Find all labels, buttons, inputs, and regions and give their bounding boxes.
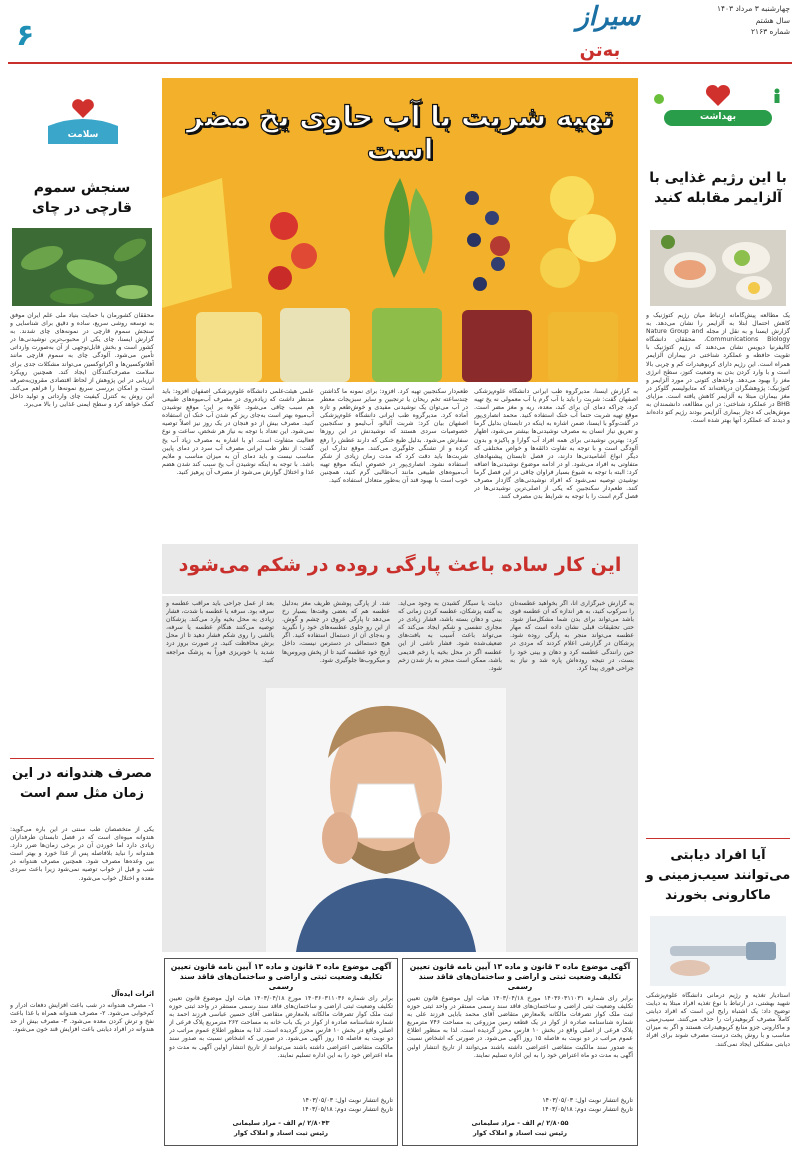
right-article-text: یک مطالعه پیش‌گامانه ارتباط میان رژیم کتوژنیک و کاهش احتمال ابتلا به آلزایمر را نشان می‌دهد. به گزارش ایسنا و به نقل از مجله Nature Group and Communications Biology، محققان دانشگاه کالیفرنیا دیویس نشان می‌دهند که رژیم کتوژنیک با تقویت حافظه و عملکرد شناختی در بیماران آلزایمر همراه است. این رژیم دارای کربوهیدرات کم و چربی بالا است و با وارد کردن بدن به وضعیت کتوز، سطح انرژی مغز را بهبود می‌دهد. واحدهای کتونی در مورد آلزایمر و کتوژنیک: پژوهشگران دریافته‌اند که متابولیسم گلوکز در مغز بیماران مبتلا به آلزایمر کاهش یافته است. مزایای BHB در عملکرد شناختی: در این مطالعه، دانشمندان به موش‌هایی که دچار بیماری آلزایمر بودند رژیم کتو داده‌اند و دیدند که عملکرد آنها بهتر شده است. — [646, 312, 790, 425]
person-icon — [770, 88, 784, 108]
left-article-photo — [12, 228, 152, 306]
second-text-d: بعد از عمل جراحی باید مراقب عطسه و سرفه بود. سرفه یا عطسه با شدت، فشار زیادی به محل بخیه وارد می‌کند. پزشکان توصیه می‌کنند هنگام عطسه یا سرفه، بالشی را روی شکم فشار دهید تا از محل برش محافظت کنید. در صورت بروز درد شدید یا خونریزی فوراً به پزشک مراجعه کنید. — [166, 600, 274, 664]
right-article-photo — [650, 230, 786, 306]
left-article-title: سنجش سموم قارچی در چای — [32, 180, 132, 216]
main-article-col2: طعم‌دار سکنجبین تهیه کرد. افزود: برای نمونه ما گذاشتن چندساعته تخم ریحان یا ترنجبین و سایر سبزیجات معطر در آب می‌توان یک نوشیدنی مفیدی و خوش‌طعم و تازه آماده کرد. مدیرگروه طب ایرانی دانشگاه علوم‌پزشکی اصفهان بیان کرد: شربت آلبالو، آب‌لیمو و سکنجبین خصوصیات سردی هستند که نوشیدنش در این روزها سفارش می‌شود. بدلیل طبع خنکی که دارند عطش را رفع کرده و از تشنگی جلوگیری می‌کنند. موقع تدارک این شربت‌ها باید دقت کرد که مدت زمان زیادی از شکر استفاده نشود. انصاری‌پور در خصوص اینکه موقع تهیه آب‌میوه‌های طبیعی مانند آب‌طالبی گرم‌ کنید، همچنین خوب است با بهبود قند آن به‌طور متعادل استفاده کنید. — [320, 388, 468, 485]
salamat-label: سلامت — [67, 130, 99, 140]
logo — [560, 2, 640, 36]
page-number: ۶ — [16, 18, 35, 53]
second-article — [162, 596, 638, 952]
left-article2-title: مصرف هندوانه در این زمان مثل سم است — [12, 766, 152, 801]
second-text-b: دیابت یا سیگار کشیدن به وجود می‌آید. به گفته پزشکان، عطسه کردن زمانی که بینی و دهان بسته باشد، فشار زیادی در مجاری تنفسی و شکم ایجاد می‌کند که می‌تواند باعث آسیب به بافت‌های ضعیف‌شده شود. فشار ناشی از این عطسه اگر در محل بخیه یا زخم قدیمی باشد، ممکن است منجر به باز شدن زخم شود. — [398, 600, 502, 672]
year-line: سال هشتم — [755, 16, 790, 25]
left-list-title: اثرات ایده‌آل — [111, 990, 154, 998]
left-list-text: ۱- مصرف هندوانه در شب باعث افزایش دفعات ادرار و کم‌خوابی می‌شود. ۲- مصرف هندوانه همراه با غذا باعث نفخ و ترش کردن معده می‌شود. ۳- مصرف بیش از حد هندوانه در افراد دیابتی باعث افزایش قند خون می‌شود. — [10, 1002, 154, 1034]
badge-label: بهداشت — [700, 112, 736, 122]
ad-left-text: برابر رأی شماره ۱۴۰۳۶۰۳۱۱۰۳۶ مورخ ۱۴۰۳/۰۴/۱۸ هیأت اول موضوع قانون تعیین تکلیف وضعیت ثبتی اراضی و ساختمان‌های فاقد سند رسمی مستقر در واحد ثبتی حوزه ثبت ملک کوار تصرفات مالکانه بلامعارض متقاضی آقای حسین عباسی فرزند احمد به شماره شناسنامه صادره از کوار در یک باب خانه به مساحت ۲۶۲ مترمربع پلاک فرعی از اصلی واقع در بخش ۱۰ فارس محرز گردیده است. لذا به منظور اطلاع عموم مراتب در دو نوبت به فاصله ۱۵ روز آگهی می‌شود. در صورتی که اشخاص نسبت به صدور سند مالکیت متقاضی اعتراضی داشته باشند می‌توانند از تاریخ انتشار اولین آگهی به مدت دو ماه اعتراض خود را به این اداره تسلیم نمایند. — [169, 995, 393, 1059]
left-column — [8, 78, 156, 1142]
ad-left-date1: تاریخ انتشار نوبت اول: ۱۴۰۳/۰۵/۰۳ — [302, 1097, 393, 1104]
ad-right-date2: تاریخ انتشار نوبت دوم: ۱۴۰۳/۰۵/۱۸ — [541, 1106, 633, 1113]
ad-left-sign: رئیس ثبت اسناد و املاک کوار — [233, 1129, 329, 1137]
main-article-col1: به گزارش ایسنا، مدیرگروه طب ایرانی دانشگاه علوم‌پزشکی اصفهان گفت: شربت را باید با آب گرم یا آب معمولی نه یخ تهیه کرد، چراکه دمای آن برای کبد، معده، ریه و مغز مضر است. موقع تهیه شربت حتما آب خنک استفاده کنید. محمد انصاری‌پور در گفت‌وگو با ایسنا، ضمن اشاره به اینکه در تابستان بدلیل گرما و تعریق نیاز انسان به مصرف نوشیدنی‌ها بیشتر می‌شود، اظهار کرد: بهترین نوشیدنی برای همه افراد آب گوارا و پاکیزه و بدون آلودگی است و با توجه به تفاوت ذائقه‌ها و خواص مختلفی که دیگر انواع آشامیدنی‌ها دارند، در فصل تابستان پیشنهادهای متفاوتی به افراد می‌شود. او در ادامه موضوع نوشیدنی‌ها اضافه کرد: البته با توجه به شیوع بسیار فراوان چاقی در این فصل گرما نوشیدن توصیه نمی‌شود که افراد نوشیدنی‌های گازدار مصرف کنند. طعم‌دار سکنجبین که یکی از اصلی‌ترین نوشیدنی‌ها در فصل گرم است را با توجه به شرایط بدن مصرف کنند. — [474, 388, 638, 501]
main-headline: تهیه شربت با آب حاوی یخ مضر است — [186, 100, 614, 166]
salamat-badge — [38, 92, 128, 150]
right-article2-title: آیا افراد دیابتی می‌توانند سیب‌زمینی و ماکارونی بخورند — [645, 848, 791, 903]
heart-icon — [704, 84, 732, 112]
section-title: به‌تن — [579, 40, 621, 61]
masthead — [0, 0, 800, 70]
second-text-a: به گزارش خبرگزاری آنا، اگر بخواهید عطسه‌تان را سرکوب کنید، به هر اندازه که آن عطسه قوی باشد می‌تواند برای بدن شما مشکل‌ساز شود. حتی تحقیقات قبلی نشان داده است که مهار عطسه می‌تواند منجر به پارگی روده شود. پزشکان در گزارشی اعلام کردند که مردی در حین رانندگی عطسه کرد و دهان و بینی خود را بست، در نتیجه روده‌اش پاره شد و نیاز به جراحی فوری پیدا کرد. — [510, 600, 634, 672]
ad-right-date1: تاریخ انتشار نوبت اول: ۱۴۰۳/۰۵/۰۳ — [542, 1097, 633, 1104]
ad-right-code: ۲/۸۰۵۵ /م الف - مراد سلیمانی — [471, 1119, 569, 1127]
ad-box-left — [164, 958, 398, 1146]
second-headline-band — [162, 544, 638, 594]
right-divider — [646, 838, 790, 839]
ad-right-text: برابر رأی شماره ۱۴۰۳۶۰۳۱۱۰۳۱ مورخ ۱۴۰۳/۰۴/۱۸ هیأت اول موضوع قانون تعیین تکلیف وضعیت ثبتی اراضی و ساختمان‌های فاقد سند رسمی مستقر در واحد ثبتی حوزه ثبت ملک کوار تصرفات مالکانه بلامعارض متقاضی آقای محمد بابایی فرزند علی به شماره شناسنامه صادره از کوار در یک قطعه زمین مزروعی به مساحت ۷۴۶ مترمربع پلاک فرعی از اصلی واقع در بخش ۱۰ فارس محرز گردیده است. لذا به منظور اطلاع عموم مراتب در دو نوبت به فاصله ۱۵ روز آگهی می‌شود. در صورتی که اشخاص نسبت به صدور سند مالکیت متقاضی اعتراضی داشته باشند می‌توانند از تاریخ انتشار اولین آگهی به مدت دو ماه اعتراض خود را به این اداره تسلیم نمایند. — [407, 995, 633, 1059]
left-article-text: محققان کشورمان با حمایت بنیاد ملی علم ایران موفق به توسعه روشی سریع، ساده و دقیق برای شناسایی و سنجش سموم قارچی در نمونه‌های چای شدند. به گزارش ایسنا، چای یکی از محبوب‌ترین نوشیدنی‌ها در کشور است و بخش قابل‌توجهی از آن به‌صورت وارداتی تأمین می‌شود. آلودگی چای به سموم قارچی مانند آفلاتوکسین‌ها و اکراتوکسین می‌تواند مشکلات جدی برای سلامت مصرف‌کنندگان ایجاد کند. همچنین رویکرد ارزیابی در این پژوهش از لحاظ اقتصادی مقرون‌به‌صرفه است و امکان بررسی سریع نمونه‌ها را فراهم می‌کند. این روش به کنترل کیفیت چای وارداتی و تولید داخل کمک خواهد کرد و سطح ایمنی غذایی را بالا می‌برد. — [10, 312, 154, 409]
main-photo — [162, 78, 638, 382]
issue-line: شماره ۲۱۶۳ — [751, 27, 790, 36]
ad-right-title: آگهی موضوع ماده ۳ قانون و ماده ۱۳ آیین نامه قانون تعیین تکلیف وضعیت ثبتی و اراضی و ساختمان‌های فاقد سند رسمی — [409, 962, 631, 991]
sneeze-photo — [266, 688, 506, 952]
date-line: چهارشنبه ۳ مرداد ۱۴۰۳ — [716, 4, 790, 13]
left-article2-text: یکی از متخصصان طب سنتی در این باره می‌گوید: هندوانه میوه‌ای است که در فصل تابستان طرفداران زیادی دارد اما خوردن آن در برخی زمان‌ها ضرر دارد. هندوانه را نباید بلافاصله پس از غذا خورد و بهتر است بین وعده‌ها مصرف شود. همچنین مصرف هندوانه در شب و قبل از خواب توصیه نمی‌شود زیرا باعث سردی معده و اختلال خواب می‌شود. — [10, 826, 154, 882]
right-article2-photo — [650, 916, 786, 986]
logo-text: سیراز — [576, 2, 640, 32]
second-text-c: شد. از پارگی پوشش ظریف مغز به‌دلیل عطسه هم که بعضی وقت‌ها بسیار رخ می‌دهد تا پارگی عروق در چشم و گوش. از این رو جلوی عطسه‌های خود را نگیرید و به‌جای آن از دستمال استفاده کنید. اگر هیچ دستمالی در دسترس نیست، داخل آرنج خود عطسه کنید تا از پخش ویروس‌ها و میکروب‌ها جلوگیری شود. — [282, 600, 390, 664]
ad-left-date2: تاریخ انتشار نوبت دوم: ۱۴۰۳/۰۵/۱۸ — [301, 1106, 393, 1113]
header-rule — [8, 62, 792, 64]
right-article-title: با این رژیم غذایی با آلزایمر مقابله کنید — [649, 170, 787, 206]
ad-left-title: آگهی موضوع ماده ۳ قانون و ماده ۱۳ آیین نامه قانون تعیین تکلیف وضعیت ثبتی و اراضی و ساختمان‌های فاقد سند رسمی — [170, 962, 392, 991]
right-column — [644, 78, 792, 1142]
ad-right-sign: رئیس ثبت اسناد و املاک کوار — [472, 1129, 568, 1137]
main-article-col3: علمی هیئت‌علمی دانشگاه علوم‌پزشکی اصفهان افزود: باید مدنظر داشت که زیاده‌روی در مصرف آب‌میوه‌های طبیعی هم سبب چاقی می‌شود. علاوه بر این؛ موقع نوشیدن آب‌میوه بهتر است به‌جای ریز کم شدن آب خنک آن استفاده کنید. مصرف بیش از دو فنجان در یک روز نیز اصلاً توصیه نمی‌شود. این تعداد با توجه به نیاز هر شخص، ساعت و نوع فعالیت متفاوت است. او با اشاره به مصرف زیاد آب یخ گفت: از نظر طب ایرانی مصرف آب سرد در دمای پایین مناسب نیست و باید دمای آن به میزان مناسب و ملایم باشد. با توجه به اینکه نوشیدن آب یخ سبب کند شدن هضم غذا و اختلال گوارش می‌شود از مصرف آن پرهیز کنید. — [162, 388, 314, 476]
second-headline: این کار ساده باعث پارگی روده در شکم می‌شود — [178, 554, 622, 576]
left-divider — [10, 758, 154, 759]
ad-left-code: ۲/۸۰۴۳ /م الف - مراد سلیمانی — [232, 1119, 330, 1127]
ad-box-right — [402, 958, 638, 1146]
right-article2-text: استادیار تغذیه و رژیم درمانی دانشگاه علوم‌پزشکی شهید بهشتی، در ارتباط با نوع تغذیه افراد مبتلا به دیابت توضیح داد: یک اشتباه رایج این است که افراد دیابتی کاملاً مصرف کربوهیدرات را حذف می‌کنند. سیب‌زمینی و ماکارونی جزو منابع کربوهیدرات هستند و اگر به میزان مناسب و با روش پخت درست مصرف شوند برای افراد دیابتی مشکلی ایجاد نمی‌کنند. — [646, 992, 790, 1048]
apple-icon — [652, 90, 666, 109]
